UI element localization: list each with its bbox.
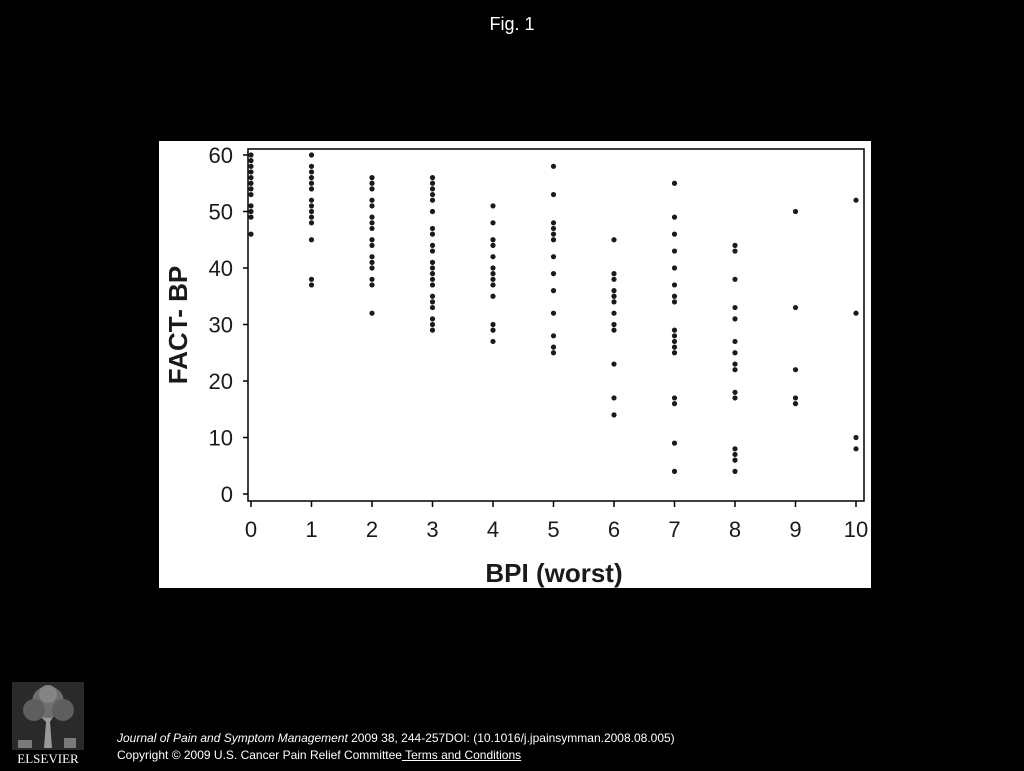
data-point [430, 248, 435, 253]
data-point [611, 361, 616, 366]
data-point [430, 282, 435, 287]
citation-line [117, 730, 675, 747]
data-point [248, 232, 253, 237]
data-point [611, 277, 616, 282]
data-point [430, 328, 435, 333]
data-point [732, 305, 737, 310]
data-point [369, 277, 374, 282]
data-point [309, 277, 314, 282]
data-point [672, 469, 677, 474]
data-point [369, 282, 374, 287]
data-point [732, 390, 737, 395]
data-point [369, 220, 374, 225]
data-point [430, 265, 435, 270]
y-tick-label: 10 [208, 425, 233, 451]
plot-frame [248, 149, 864, 501]
data-point [430, 260, 435, 265]
x-tick-label: 1 [305, 517, 318, 542]
data-point [672, 401, 677, 406]
data-point [248, 164, 253, 169]
data-point [248, 152, 253, 157]
data-point [248, 181, 253, 186]
data-point [490, 277, 495, 282]
x-axis-label: BPI (worst) [485, 558, 623, 588]
data-point [672, 215, 677, 220]
data-point [309, 282, 314, 287]
elsevier-logo [8, 680, 88, 766]
data-point [853, 435, 858, 440]
data-point [732, 316, 737, 321]
data-point [551, 164, 556, 169]
data-point [551, 333, 556, 338]
y-tick-label: 0 [220, 482, 233, 507]
data-point [430, 294, 435, 299]
data-point [611, 299, 616, 304]
elsevier-tree-icon [8, 680, 88, 766]
data-point [551, 271, 556, 276]
data-point [430, 277, 435, 282]
x-tick-label: 6 [607, 517, 621, 542]
data-point [551, 226, 556, 231]
data-point [672, 181, 677, 186]
y-axis-label: FACT- BP [163, 265, 193, 385]
data-point [611, 412, 616, 417]
data-point [248, 158, 253, 163]
data-point [490, 328, 495, 333]
data-point [732, 367, 737, 372]
footer [117, 730, 675, 764]
data-point [551, 288, 556, 293]
data-point [853, 446, 858, 451]
data-point [672, 333, 677, 338]
data-point [732, 277, 737, 282]
journal-name: Journal of Pain and Symptom Management [117, 731, 348, 745]
data-points [248, 152, 858, 474]
data-point [369, 311, 374, 316]
data-point [672, 299, 677, 304]
x-tick-label: 7 [668, 517, 681, 542]
elsevier-wordmark: ELSEVIER [17, 751, 79, 766]
data-point [430, 175, 435, 180]
data-point [490, 339, 495, 344]
data-point [672, 339, 677, 344]
data-point [430, 271, 435, 276]
data-point [369, 215, 374, 220]
data-point [611, 311, 616, 316]
data-point [369, 243, 374, 248]
x-tick-label: 3 [426, 517, 439, 542]
data-point [793, 401, 798, 406]
data-point [369, 260, 374, 265]
data-point [551, 345, 556, 350]
data-point [672, 345, 677, 350]
copyright-text: Copyright © 2009 U.S. Cancer Pain Relief Committee [117, 748, 402, 762]
data-point [611, 288, 616, 293]
data-point [309, 175, 314, 180]
data-point [551, 237, 556, 242]
data-point [369, 181, 374, 186]
terms-link[interactable]: Terms and Conditions [401, 748, 522, 762]
data-point [369, 237, 374, 242]
data-point [611, 294, 616, 299]
data-point [490, 237, 495, 242]
data-point [551, 220, 556, 225]
data-point [369, 198, 374, 203]
data-point [490, 271, 495, 276]
data-point [248, 203, 253, 208]
data-point [369, 226, 374, 231]
data-point [611, 328, 616, 333]
x-tick-label: 2 [365, 517, 379, 542]
data-point [309, 186, 314, 191]
data-point [369, 186, 374, 191]
data-point [611, 271, 616, 276]
y-tick-label: 30 [208, 312, 233, 338]
x-tick-label: 4 [486, 517, 500, 542]
data-point [309, 209, 314, 214]
chart-panel [159, 141, 871, 588]
data-point [248, 215, 253, 220]
figure-title: Fig. 1 [489, 14, 535, 34]
data-point [793, 209, 798, 214]
data-point [248, 186, 253, 191]
x-tick-label: 5 [547, 517, 560, 542]
data-point [551, 192, 556, 197]
y-axis [209, 143, 248, 507]
data-point [672, 248, 677, 253]
data-point [490, 294, 495, 299]
data-point [309, 181, 314, 186]
data-point [732, 395, 737, 400]
data-point [672, 265, 677, 270]
data-point [369, 254, 374, 259]
data-point [611, 237, 616, 242]
data-point [490, 203, 495, 208]
citation-text: 2009 38, 244-257DOI: (10.1016/j.jpainsymman.2008.08.005) [347, 731, 675, 745]
data-point [551, 350, 556, 355]
data-point [430, 209, 435, 214]
data-point [490, 265, 495, 270]
data-point [732, 350, 737, 355]
data-point [430, 299, 435, 304]
y-tick-label: 60 [208, 143, 233, 168]
data-point [732, 243, 737, 248]
data-point [793, 305, 798, 310]
scatter-chart [159, 141, 871, 588]
data-point [672, 232, 677, 237]
data-point [551, 311, 556, 316]
data-point [248, 169, 253, 174]
data-point [732, 458, 737, 463]
data-point [551, 232, 556, 237]
data-point [611, 395, 616, 400]
data-point [490, 322, 495, 327]
data-point [309, 215, 314, 220]
data-point [430, 192, 435, 197]
data-point [732, 361, 737, 366]
data-point [853, 198, 858, 203]
data-point [309, 220, 314, 225]
y-tick-label: 50 [208, 199, 233, 225]
data-point [732, 339, 737, 344]
y-tick-label: 40 [208, 256, 233, 281]
data-point [369, 203, 374, 208]
data-point [430, 186, 435, 191]
data-point [672, 328, 677, 333]
data-point [369, 265, 374, 270]
data-point [430, 316, 435, 321]
data-point [309, 169, 314, 174]
data-point [732, 452, 737, 457]
data-point [369, 175, 374, 180]
data-point [430, 322, 435, 327]
data-point [672, 350, 677, 355]
data-point [551, 254, 556, 259]
data-point [248, 192, 253, 197]
data-point [430, 243, 435, 248]
data-point [309, 198, 314, 203]
data-point [853, 311, 858, 316]
data-point [490, 254, 495, 259]
data-point [672, 441, 677, 446]
data-point [490, 220, 495, 225]
data-point [430, 226, 435, 231]
x-tick-label: 9 [789, 517, 802, 542]
data-point [248, 209, 253, 214]
data-point [732, 446, 737, 451]
data-point [430, 305, 435, 310]
copyright-line [117, 747, 675, 764]
data-point [672, 395, 677, 400]
data-point [248, 175, 253, 180]
data-point [732, 248, 737, 253]
data-point [309, 152, 314, 157]
data-point [490, 282, 495, 287]
x-tick-label: 8 [728, 517, 742, 542]
x-tick-label: 0 [244, 517, 258, 542]
data-point [309, 203, 314, 208]
data-point [430, 198, 435, 203]
data-point [611, 322, 616, 327]
x-axis [245, 501, 868, 542]
data-point [793, 395, 798, 400]
data-point [430, 181, 435, 186]
data-point [672, 294, 677, 299]
data-point [672, 282, 677, 287]
data-point [490, 243, 495, 248]
data-point [732, 469, 737, 474]
y-tick-label: 20 [208, 369, 233, 394]
x-tick-label: 10 [843, 517, 869, 542]
data-point [309, 237, 314, 242]
data-point [793, 367, 798, 372]
data-point [309, 164, 314, 169]
data-point [430, 232, 435, 237]
